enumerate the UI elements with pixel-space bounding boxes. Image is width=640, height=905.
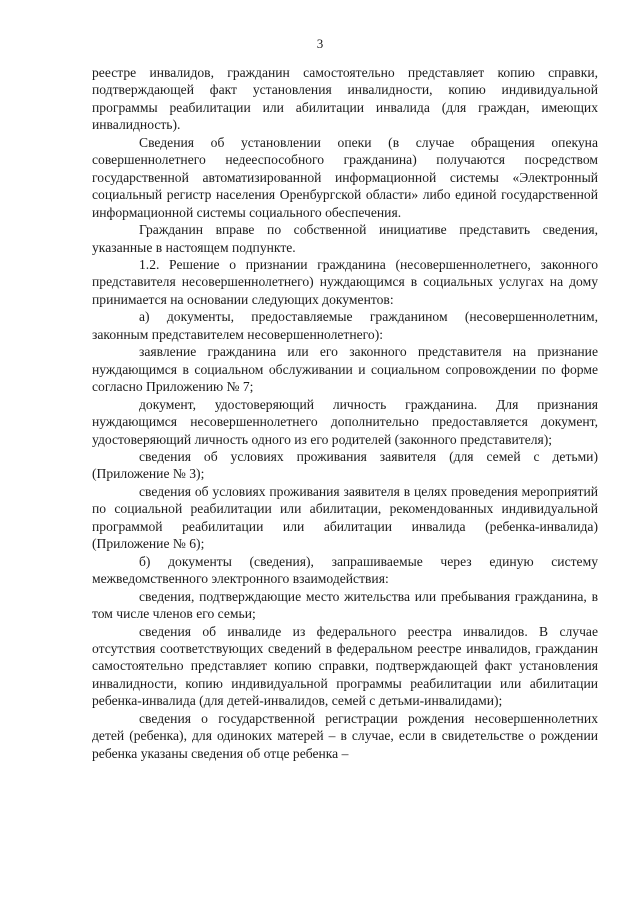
paragraph: 1.2. Решение о признании гражданина (несовершеннолетнего, законного представителя несовершеннолетнего) нуждающимся в социальных услугах на дому принимается на основании следующих документов:	[92, 256, 598, 307]
paragraph: реестре инвалидов, гражданин самостоятельно представляет копию справки, подтверждающей факт установления инвалидности, копию индивидуальной программы реабилитации или абилитации инвалида (для граждан, имеющих инвалидность).	[92, 65, 598, 133]
paragraph: сведения, подтверждающие место жительства или пребывания гражданина, в том числе членов его семьи;	[92, 588, 598, 622]
paragraph: сведения об условиях проживания заявителя (для семей с детьми) (Приложение № 3);	[92, 448, 598, 482]
paragraph: документ, удостоверяющий личность гражданина. Для признания нуждающимся несовершеннолетнего дополнительно предоставляется документ, удостоверяющий личность одного из его родителей (законного представителя);	[92, 396, 598, 447]
paragraph: заявление гражданина или его законного представителя на признание нуждающимся в социальном обслуживании и социальном сопровождении по форме согласно Приложению № 7;	[92, 344, 598, 395]
paragraph: сведения об инвалиде из федерального реестра инвалидов. В случае отсутствия соответствующих сведений в федеральном реестре инвалидов, гражданин самостоятельно представляет копию справки, подтверждающей факт установления инвалидности, копию индивидуальной программы реабилитации или абилитации ребенка-инвалида (для детей-инвалидов, семей с детьми-инвалидами);	[92, 623, 598, 709]
paragraph: а) документы, предоставляемые гражданином (несовершеннолетним, законным представителем несовершеннолетнего):	[92, 309, 598, 342]
paragraph: Сведения об установлении опеки (в случае обращения опекуна совершеннолетнего недееспособного гражданина) получаются посредством государственной автоматизированной информационной системы «Электронный социальный регистр населения Оренбургской области» либо единой государственной информационной системы социального обеспечения.	[92, 134, 598, 220]
paragraph: сведения об условиях проживания заявителя в целях проведения мероприятий по социальной реабилитации или абилитации, рекомендованных индивидуальной программой реабилитации или абилитации инвалида (ребенка-инвалида) (Приложение № 6);	[92, 483, 598, 552]
paragraph: б) документы (сведения), запрашиваемые через единую систему межведомственного электронного взаимодействия:	[92, 553, 598, 587]
page-number: 3	[316, 36, 324, 51]
paragraph: сведения о государственной регистрации рождения несовершеннолетних детей (ребенка), для одиноких матерей – в случае, если в свидетельстве о рождении ребенка указаны сведения об отце ребенка –	[92, 710, 598, 761]
document-body	[92, 64, 598, 762]
paragraph: Гражданин вправе по собственной инициативе представить сведения, указанные в настоящем подпункте.	[92, 222, 598, 255]
